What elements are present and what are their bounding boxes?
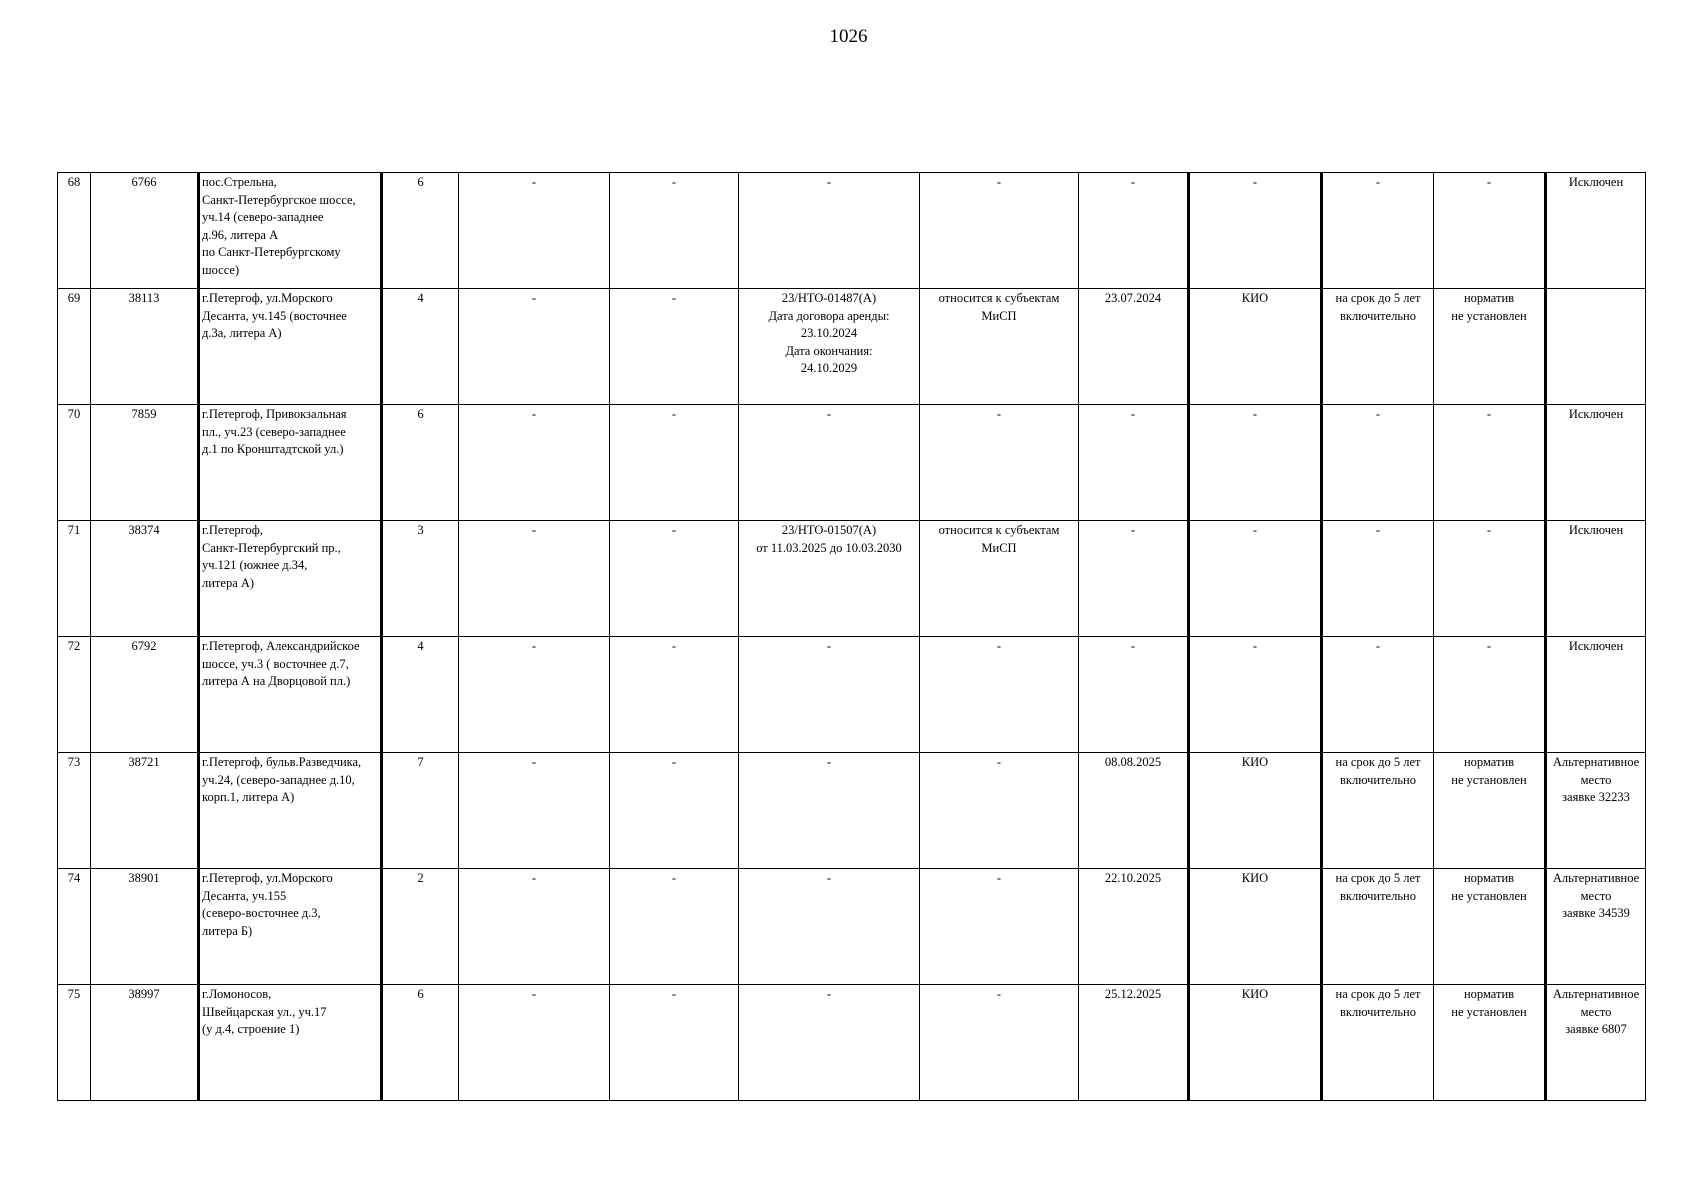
cell-norm: -: [1434, 637, 1546, 753]
cell-term: -: [1322, 405, 1434, 521]
cell-col5: -: [459, 521, 610, 637]
cell-count: 3: [382, 521, 459, 637]
cell-contract: -: [739, 173, 920, 289]
cell-row-number: 72: [58, 637, 91, 753]
table-row: [58, 173, 1646, 289]
cell-contract: -: [739, 405, 920, 521]
cell-row-number: 70: [58, 405, 91, 521]
cell-note: Исключен: [1546, 405, 1646, 521]
cell-note: Альтернативное место заявке 32233: [1546, 753, 1646, 869]
cell-col6: -: [610, 521, 739, 637]
cell-smsp: -: [920, 405, 1079, 521]
cell-row-number: 74: [58, 869, 91, 985]
cell-date: 23.07.2024: [1079, 289, 1189, 405]
cell-object-id: 6766: [91, 173, 199, 289]
cell-row-number: 71: [58, 521, 91, 637]
cell-smsp: относится к субъектам МиСП: [920, 521, 1079, 637]
cell-smsp: относится к субъектам МиСП: [920, 289, 1079, 405]
table-row: [58, 753, 1646, 869]
cell-organizer: КИО: [1189, 753, 1322, 869]
cell-organizer: КИО: [1189, 869, 1322, 985]
cell-address: г.Петергоф, Санкт-Петербургский пр., уч.121 (южнее д.34, литера А): [199, 521, 382, 637]
cell-norm: -: [1434, 521, 1546, 637]
table-row: [58, 289, 1646, 405]
cell-norm: норматив не установлен: [1434, 985, 1546, 1101]
cell-term: -: [1322, 521, 1434, 637]
cell-organizer: КИО: [1189, 985, 1322, 1101]
cell-date: 25.12.2025: [1079, 985, 1189, 1101]
cell-object-id: 38901: [91, 869, 199, 985]
cell-norm: норматив не установлен: [1434, 869, 1546, 985]
cell-term: на срок до 5 лет включительно: [1322, 985, 1434, 1101]
cell-date: -: [1079, 173, 1189, 289]
cell-col6: -: [610, 289, 739, 405]
table-row: [58, 985, 1646, 1101]
cell-address: г.Петергоф, ул.Морского Десанта, уч.155 (северо-восточнее д.3, литера Б): [199, 869, 382, 985]
cell-note: Исключен: [1546, 637, 1646, 753]
cell-col5: -: [459, 405, 610, 521]
cell-smsp: -: [920, 637, 1079, 753]
table-row: [58, 405, 1646, 521]
cell-col5: -: [459, 753, 610, 869]
cell-col6: -: [610, 637, 739, 753]
cell-object-id: 38721: [91, 753, 199, 869]
cell-object-id: 7859: [91, 405, 199, 521]
cell-contract: -: [739, 637, 920, 753]
cell-object-id: 38997: [91, 985, 199, 1101]
cell-date: -: [1079, 405, 1189, 521]
cell-address: г.Ломоносов, Швейцарская ул., уч.17 (у д.4, строение 1): [199, 985, 382, 1101]
cell-col6: -: [610, 173, 739, 289]
cell-address: пос.Стрельна, Санкт-Петербургское шоссе, уч.14 (северо-западнее д.96, литера А по Санкт-Петербургскому шоссе): [199, 173, 382, 289]
cell-object-id: 38113: [91, 289, 199, 405]
cell-organizer: КИО: [1189, 289, 1322, 405]
cell-smsp: -: [920, 753, 1079, 869]
cell-count: 4: [382, 637, 459, 753]
cell-address: г.Петергоф, Александрийское шоссе, уч.3 ( восточнее д.7, литера А на Дворцовой пл.): [199, 637, 382, 753]
table-row: [58, 637, 1646, 753]
cell-smsp: -: [920, 869, 1079, 985]
cell-organizer: -: [1189, 637, 1322, 753]
cell-organizer: -: [1189, 521, 1322, 637]
cell-norm: -: [1434, 173, 1546, 289]
table-row: [58, 521, 1646, 637]
cell-address: г.Петергоф, Привокзальная пл., уч.23 (северо-западнее д.1 по Кронштадтской ул.): [199, 405, 382, 521]
cell-row-number: 73: [58, 753, 91, 869]
cell-address: г.Петергоф, бульв.Разведчика, уч.24, (северо-западнее д.10, корп.1, литера А): [199, 753, 382, 869]
cell-smsp: -: [920, 173, 1079, 289]
cell-date: 22.10.2025: [1079, 869, 1189, 985]
cell-date: 08.08.2025: [1079, 753, 1189, 869]
cell-term: на срок до 5 лет включительно: [1322, 289, 1434, 405]
cell-row-number: 69: [58, 289, 91, 405]
table-row: [58, 869, 1646, 985]
cell-organizer: -: [1189, 173, 1322, 289]
cell-object-id: 38374: [91, 521, 199, 637]
page-number: 1026: [829, 26, 868, 47]
cell-col5: -: [459, 637, 610, 753]
cell-norm: норматив не установлен: [1434, 289, 1546, 405]
cell-row-number: 75: [58, 985, 91, 1101]
cell-contract: -: [739, 869, 920, 985]
cell-count: 6: [382, 405, 459, 521]
cell-date: -: [1079, 521, 1189, 637]
cell-contract: 23/НТО-01507(А) от 11.03.2025 до 10.03.2030: [739, 521, 920, 637]
cell-term: на срок до 5 лет включительно: [1322, 869, 1434, 985]
cell-col5: -: [459, 289, 610, 405]
cell-col5: -: [459, 869, 610, 985]
cell-count: 4: [382, 289, 459, 405]
cell-date: -: [1079, 637, 1189, 753]
cell-note: Исключен: [1546, 521, 1646, 637]
cell-norm: -: [1434, 405, 1546, 521]
cell-object-id: 6792: [91, 637, 199, 753]
cell-norm: норматив не установлен: [1434, 753, 1546, 869]
registry-table: [57, 172, 1646, 1101]
cell-term: на срок до 5 лет включительно: [1322, 753, 1434, 869]
cell-note: [1546, 289, 1646, 405]
cell-count: 2: [382, 869, 459, 985]
cell-term: -: [1322, 637, 1434, 753]
cell-count: 6: [382, 985, 459, 1101]
cell-row-number: 68: [58, 173, 91, 289]
cell-smsp: -: [920, 985, 1079, 1101]
cell-term: -: [1322, 173, 1434, 289]
cell-col6: -: [610, 869, 739, 985]
cell-count: 7: [382, 753, 459, 869]
cell-col6: -: [610, 405, 739, 521]
cell-note: Исключен: [1546, 173, 1646, 289]
cell-col5: -: [459, 173, 610, 289]
cell-note: Альтернативное место заявке 34539: [1546, 869, 1646, 985]
cell-col6: -: [610, 753, 739, 869]
cell-address: г.Петергоф, ул.Морского Десанта, уч.145 (восточнее д.3а, литера А): [199, 289, 382, 405]
cell-col6: -: [610, 985, 739, 1101]
table-body: [58, 173, 1646, 1101]
cell-contract: 23/НТО-01487(А) Дата договора аренды: 23.10.2024 Дата окончания: 24.10.2029: [739, 289, 920, 405]
cell-note: Альтернативное место заявке 6807: [1546, 985, 1646, 1101]
cell-contract: -: [739, 985, 920, 1101]
cell-organizer: -: [1189, 405, 1322, 521]
cell-col5: -: [459, 985, 610, 1101]
cell-contract: -: [739, 753, 920, 869]
cell-count: 6: [382, 173, 459, 289]
